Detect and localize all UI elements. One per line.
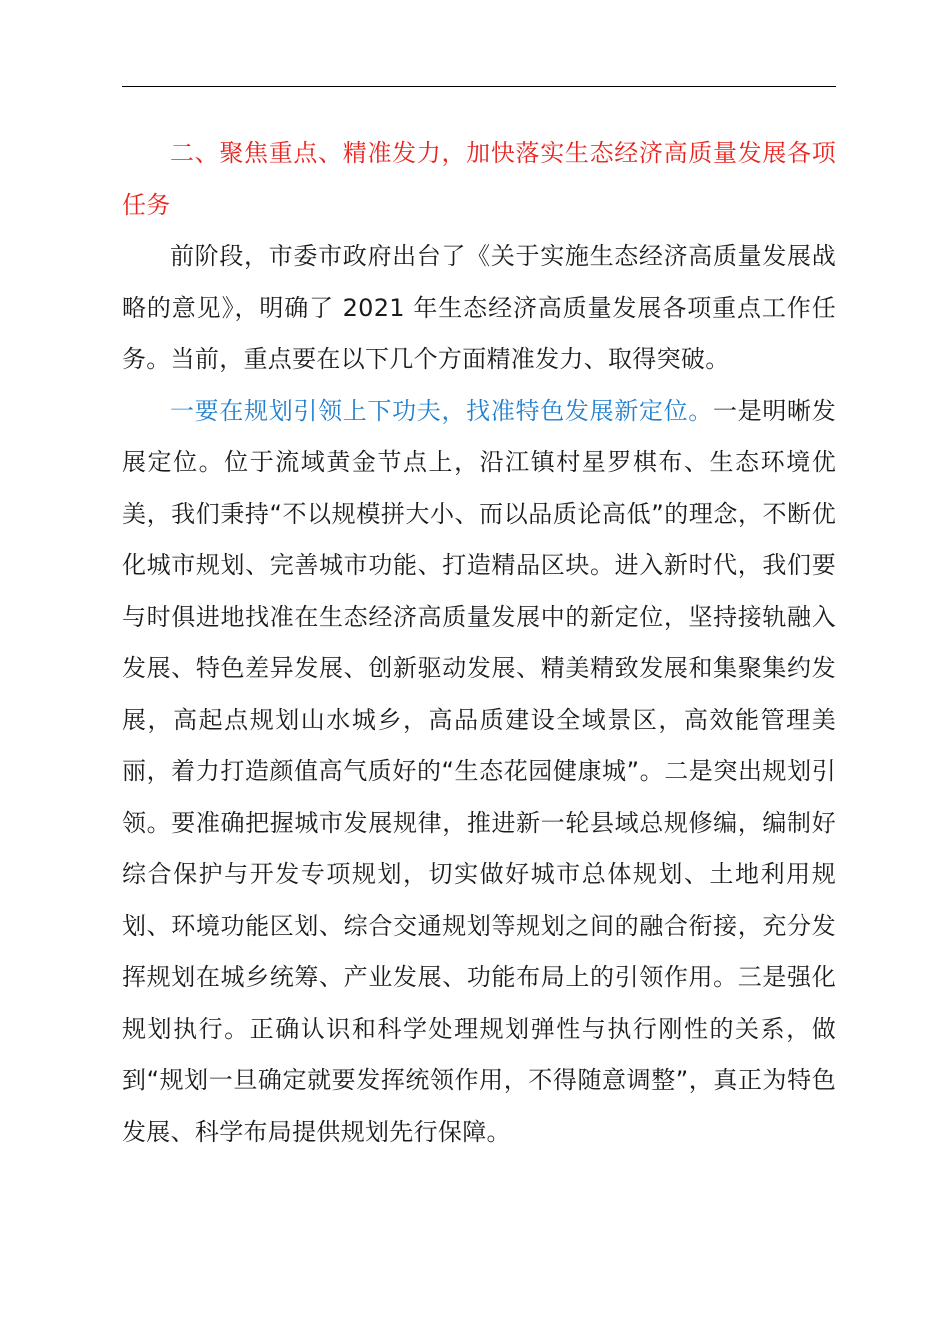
paragraph-lead-sentence: 一要在规划引领上下功夫，找准特色发展新定位。 <box>170 396 713 425</box>
header-rule <box>122 86 836 87</box>
section-heading: 二、聚焦重点、精准发力，加快落实生态经济高质量发展各项任务 <box>122 139 836 219</box>
paragraph-intro: 前阶段，市委市政府出台了《关于实施生态经济高质量发展战略的意见》，明确了 2021 年生态经济高质量发展各项重点工作任务。当前，重点要在以下几个方面精准发力、取得突破。 <box>122 242 836 373</box>
paragraph-body-text: 一是明晰发展定位。位于流域黄金节点上，沿江镇村星罗棋布、生态环境优美，我们秉持“不以规模拼大小、而以品质论高低”的理念，不断优化城市规划、完善城市功能、打造精品区块。进入新时代，我们要与时俱进地找准在生态经济高质量发展中的新定位，坚持接轨融入发展、特色差异发展、创新驱动发展、精美精致发展和集聚集约发展，高起点规划山水城乡，高品质建设全域景区，高效能管理美丽，着力打造颜值高气质好的“生态花园健康城”。二是突出规划引领。要准确把握城市发展规律，推进新一轮县域总规修编，编制好综合保护与开发专项规划，切实做好城市总体规划、土地利用规划、环境功能区划、综合交通规划等规划之间的融合衔接，充分发挥规划在城乡统筹、产业发展、功能布局上的引领作用。三是强化规划执行。正确认识和科学处理规划弹性与执行刚性的关系，做到“规划一旦确定就要发挥统领作用，不得随意调整”，真正为特色发展、科学布局提供规划先行保障。 <box>122 396 836 1146</box>
paragraph-planning <box>122 386 836 1159</box>
document-body <box>122 128 836 1158</box>
